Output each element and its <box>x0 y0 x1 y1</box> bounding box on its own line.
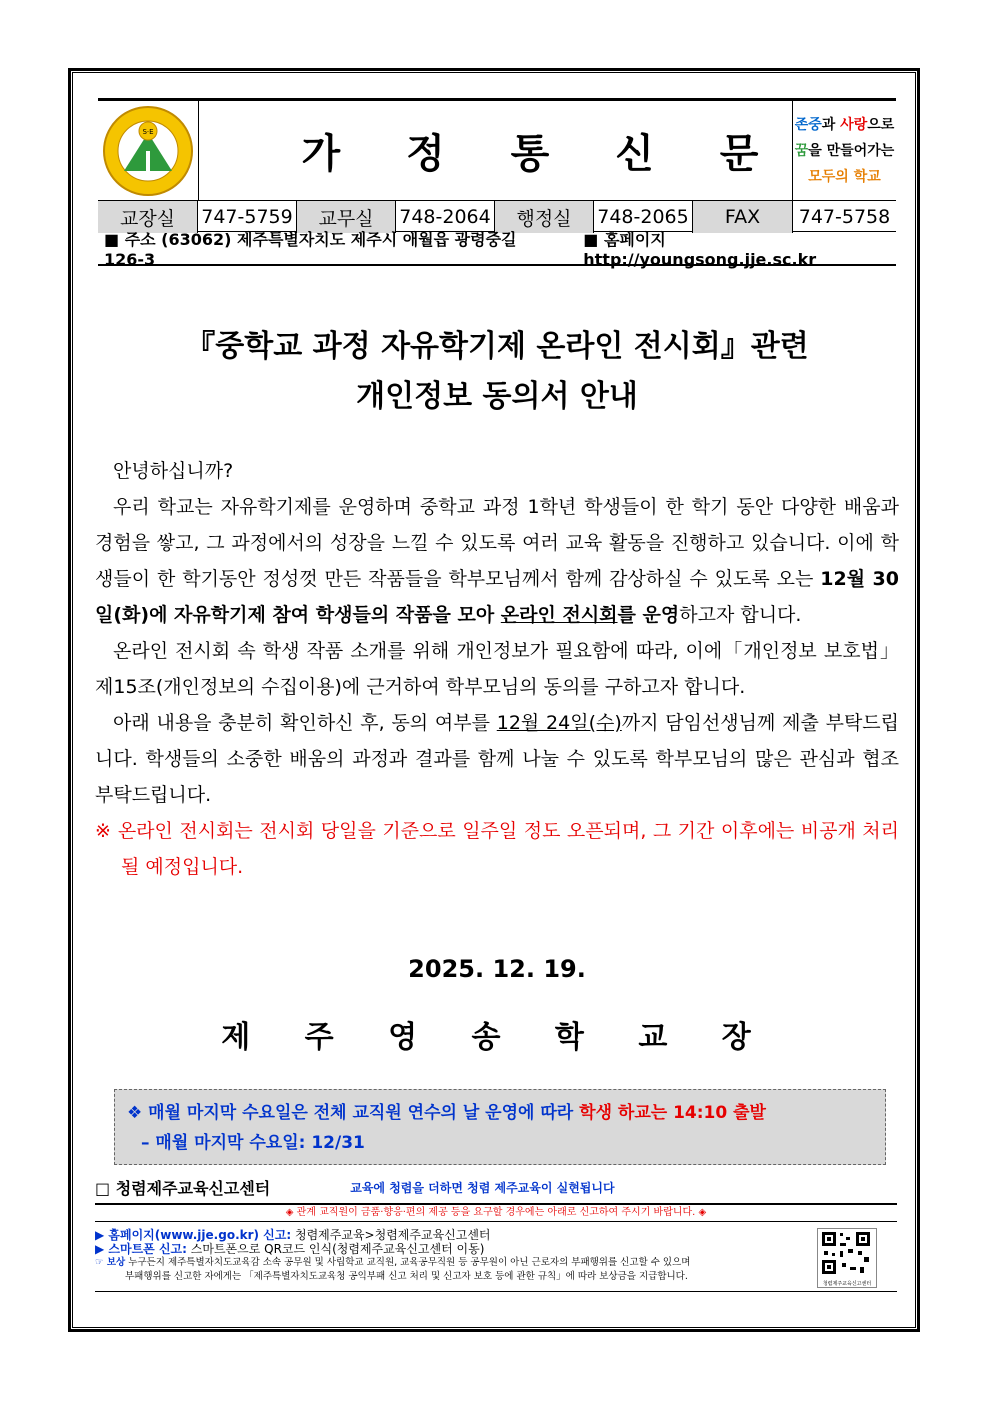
school-address: ■ 주소 (63062) 제주특별자치도 제주시 애월읍 광령중길 126-3 <box>104 230 517 269</box>
headline-line-2: 개인정보 동의서 안내 <box>356 379 638 414</box>
report-title: □ 청렴제주교육신고센터 <box>95 1178 271 1198</box>
phone-number-admin: 748-2065 <box>594 201 693 233</box>
qr-code-icon <box>818 1229 874 1277</box>
paragraph-2: 온라인 전시회 속 학생 작품 소개를 위해 개인정보가 필요함에 따라, 이에「개인정보 보호법」제15조(개인정보의 수집이용)에 근거하여 학부모님의 동의를 구하고자 합니다. <box>95 640 899 698</box>
report-banner: ◈ 관계 교직원이 금품·향응·편의 제공 등을 요구할 경우에는 아래로 신고하여 주시기 바랍니다. ◈ <box>95 1203 897 1222</box>
page-title: 가 정 통 신 문 <box>301 130 785 177</box>
slogan-line-2: 꿈을 만들어가는 <box>794 142 895 159</box>
title-cell <box>198 101 888 200</box>
issue-date: 2025. 12. 19. <box>408 955 586 983</box>
principal-signature: 제 주 영 송 학 교 장 <box>221 1020 773 1055</box>
svg-text:S·E: S·E <box>142 127 154 136</box>
notice-line-2: – 매월 마지막 수요일: 12/31 <box>141 1133 365 1153</box>
report-smartphone-line: ▶ 스마트폰 신고: 스마트폰으로 QR코드 인식(청렴제주교육신고센터 이동) <box>95 1242 485 1256</box>
phone-label-fax: FAX <box>693 201 793 233</box>
slogan-line-1: 존중과 사랑으로 <box>794 116 895 133</box>
slogan-line-3: 모두의 학교 <box>808 168 881 185</box>
report-homepage-line: ▶ 홈페이지(www.jje.go.kr) 신고: 청렴제주교육>청렴제주교육신고센터 <box>95 1228 491 1242</box>
report-header <box>95 1175 897 1199</box>
qr-caption: 청렴제주교육신고센터 <box>822 1281 872 1287</box>
phone-number-academic: 748-2064 <box>396 201 495 233</box>
phone-number-principal: 747-5759 <box>198 201 297 233</box>
report-reward-line-2: 부패행위를 신고한 자에게는 「제주특별자치도교육청 공익부패 신고 처리 및 신고자 보호 등에 관한 규칙」에 따라 보상금을 지급합니다. <box>125 1271 688 1282</box>
report-reward-line-1: ☞ 보상 누구든지 제주특별자치도교육감 소속 공무원 및 사립학교 교직원, 교육공무직원 등 공무원이 아닌 근로자의 부패행위를 신고할 수 있으며 <box>95 1257 691 1268</box>
letter-body <box>95 453 899 885</box>
phone-label-admin: 행정실 <box>495 201 594 233</box>
red-note: ※ 온라인 전시회는 전시회 당일을 기준으로 일주일 정도 오픈되며, 그 기간 이후에는 비공개 처리될 예정입니다. <box>95 820 899 878</box>
address-row <box>98 230 896 269</box>
phone-label-academic: 교무실 <box>297 201 396 233</box>
paragraph-3: 아래 내용을 충분히 확인하신 후, 동의 여부를 12월 24일(수)까지 담임선생님께 제출 부탁드립니다. 학생들의 소중한 배움의 과정과 결과를 함께 나눌 수 있도록 학부모님의 많은 관심과 협조 부탁드립니다. <box>95 712 900 806</box>
wednesday-notice <box>114 1089 886 1165</box>
headline-line-1: 『중학교 과정 자유학기제 온라인 전시회』관련 <box>185 329 809 364</box>
phone-number-fax: 747-5758 <box>798 206 891 228</box>
paragraph-1: 우리 학교는 자유학기제를 운영하며 중학교 과정 1학년 학생들이 한 학기 동안 다양한 배움과 경험을 쌓고, 그 과정에서의 성장을 느낄 수 있도록 여러 교육 활동을 진행하고 있습니다. 이에 학생들이 한 학기동안 정성껏 만든 작품들을 학부모님께서 함께 감상하실 수 있도록 오는 12월 30일(화)에 자유학기제 참여 학생들의 작품을 모아 온라인 전시회를 운영하고자 합니다. <box>95 496 899 626</box>
school-emblem-icon <box>102 105 194 197</box>
report-bottom-rule <box>95 1291 897 1292</box>
phone-label-principal: 교장실 <box>98 201 198 233</box>
notice-line-1: ❖ 매월 마지막 수요일은 전체 교직원 연수의 날 운영에 따라 학생 하교는 14:10 출발 <box>127 1103 766 1123</box>
greeting: 안녕하십니까? <box>113 460 234 482</box>
school-slogan <box>792 101 896 200</box>
letter-header <box>98 98 896 232</box>
report-details <box>95 1228 897 1287</box>
school-homepage[interactable]: ■ 홈페이지 http://youngsong.jje.sc.kr <box>583 230 817 269</box>
notice-headline <box>98 322 896 422</box>
report-slogan: 교육에 청렴을 더하면 청렴 제주교육이 실현됩니다 <box>350 1180 615 1195</box>
integrity-report-center <box>95 1175 897 1293</box>
qr-code[interactable] <box>817 1228 877 1288</box>
school-logo <box>98 101 199 200</box>
